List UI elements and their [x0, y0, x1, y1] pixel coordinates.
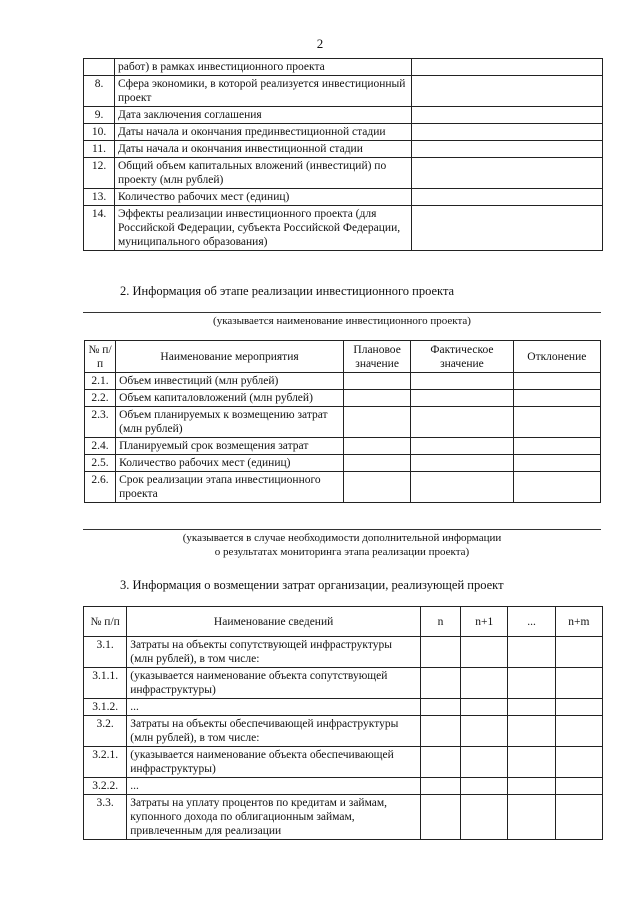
- dots-cell: [508, 795, 555, 840]
- row-number: 13.: [84, 189, 115, 206]
- deviation-cell: [513, 472, 600, 503]
- table-row: [84, 158, 603, 189]
- row-value: [412, 124, 603, 141]
- row-number: 3.1.2.: [84, 699, 127, 716]
- row-number: 2.2.: [85, 390, 116, 407]
- row-value: [412, 76, 603, 107]
- row-number: 2.6.: [85, 472, 116, 503]
- n1-cell: [461, 637, 508, 668]
- deviation-cell: [513, 455, 600, 472]
- actual-cell: [411, 407, 513, 438]
- table-row: [84, 637, 603, 668]
- project-info-table: [83, 58, 603, 251]
- table-row: [84, 716, 603, 747]
- footnote-line-1: (указывается в случае необходимости дополнительной информации: [182, 532, 502, 544]
- row-label: Планируемый срок возмещения затрат: [116, 438, 344, 455]
- row-number: 9.: [84, 107, 115, 124]
- n-cell: [420, 795, 460, 840]
- col-name-header: Наименование сведений: [127, 607, 421, 637]
- row-number: 3.1.: [84, 637, 127, 668]
- deviation-cell: [513, 390, 600, 407]
- col-deviation-header: Отклонение: [513, 341, 600, 373]
- n-cell: [420, 747, 460, 778]
- row-value: [412, 158, 603, 189]
- row-label: Объем инвестиций (млн рублей): [116, 373, 344, 390]
- row-number: 2.1.: [85, 373, 116, 390]
- project-name-note: (указывается наименование инвестиционного проекта): [213, 315, 471, 327]
- planned-cell: [343, 407, 410, 438]
- dots-cell: [508, 778, 555, 795]
- row-number: 3.2.1.: [84, 747, 127, 778]
- col-n-header: n: [420, 607, 460, 637]
- table-row: [84, 76, 603, 107]
- row-number: 2.4.: [85, 438, 116, 455]
- row-number: 8.: [84, 76, 115, 107]
- nm-cell: [555, 778, 602, 795]
- n-cell: [420, 637, 460, 668]
- row-number: 3.1.1.: [84, 668, 127, 699]
- nm-cell: [555, 716, 602, 747]
- actual-cell: [411, 390, 513, 407]
- nm-cell: [555, 747, 602, 778]
- dots-cell: [508, 668, 555, 699]
- row-label: Срок реализации этапа инвестиционного проекта: [116, 472, 344, 503]
- stage-table: [84, 340, 601, 503]
- table-row: [85, 438, 601, 455]
- planned-cell: [343, 438, 410, 455]
- footnote-line-2: о результатах мониторинга этапа реализации проекта): [214, 546, 470, 558]
- row-label: Затраты на объекты сопутствующей инфраструктуры (млн рублей), в том числе:: [127, 637, 421, 668]
- additional-info-line: [83, 529, 601, 530]
- row-label: Количество рабочих мест (единиц): [115, 189, 412, 206]
- section3-title: 3. Информация о возмещении затрат организации, реализующей проект: [120, 578, 504, 592]
- row-value: [412, 107, 603, 124]
- section2-title: 2. Информация об этапе реализации инвестиционного проекта: [120, 284, 455, 298]
- cost-reimbursement-table: [83, 606, 603, 840]
- dots-cell: [508, 637, 555, 668]
- row-number: 10.: [84, 124, 115, 141]
- table-row: [85, 472, 601, 503]
- col-name-header: Наименование мероприятия: [116, 341, 344, 373]
- n-cell: [420, 699, 460, 716]
- row-number: 2.3.: [85, 407, 116, 438]
- row-label: ...: [127, 699, 421, 716]
- row-value: [412, 206, 603, 251]
- table-row: [84, 795, 603, 840]
- row-number: 2.5.: [85, 455, 116, 472]
- row-value: [412, 189, 603, 206]
- dots-cell: [508, 747, 555, 778]
- n1-cell: [461, 668, 508, 699]
- col-actual-header: Фактическое значение: [411, 341, 513, 373]
- row-label: (указывается наименование объекта сопутствующей инфраструктуры): [127, 668, 421, 699]
- col-dots-header: ...: [508, 607, 555, 637]
- col-num-header: № п/п: [85, 341, 116, 373]
- row-value: [412, 59, 603, 76]
- n1-cell: [461, 778, 508, 795]
- table-row: [84, 59, 603, 76]
- row-label: Объем планируемых к возмещению затрат (млн рублей): [116, 407, 344, 438]
- row-label: Сфера экономики, в которой реализуется инвестиционный проект: [115, 76, 412, 107]
- project-name-line: [83, 312, 601, 313]
- n-cell: [420, 668, 460, 699]
- actual-cell: [411, 373, 513, 390]
- col-nm-header: n+m: [555, 607, 602, 637]
- dots-cell: [508, 699, 555, 716]
- row-label: Затраты на объекты обеспечивающей инфраструктуры (млн рублей), в том числе:: [127, 716, 421, 747]
- n-cell: [420, 778, 460, 795]
- table-row: [85, 373, 601, 390]
- row-label: работ) в рамках инвестиционного проекта: [115, 59, 412, 76]
- planned-cell: [343, 373, 410, 390]
- nm-cell: [555, 668, 602, 699]
- table-row: [84, 699, 603, 716]
- table-row: [84, 141, 603, 158]
- table-row: [84, 747, 603, 778]
- col-planned-header: Плановое значение: [343, 341, 410, 373]
- planned-cell: [343, 472, 410, 503]
- row-number: 11.: [84, 141, 115, 158]
- table-row: [85, 390, 601, 407]
- deviation-cell: [513, 373, 600, 390]
- page-number: 2: [316, 36, 324, 51]
- table-row: [84, 189, 603, 206]
- row-number: 3.2.2.: [84, 778, 127, 795]
- n1-cell: [461, 795, 508, 840]
- row-label: (указывается наименование объекта обеспечивающей инфраструктуры): [127, 747, 421, 778]
- row-number: 3.2.: [84, 716, 127, 747]
- deviation-cell: [513, 438, 600, 455]
- row-label: Затраты на уплату процентов по кредитам и займам, купонного дохода по облигационным займам, привлеченным для реализации: [127, 795, 421, 840]
- row-label: Объем капиталовложений (млн рублей): [116, 390, 344, 407]
- col-n1-header: n+1: [461, 607, 508, 637]
- row-label: ...: [127, 778, 421, 795]
- additional-info-note: [83, 531, 601, 559]
- row-label: Количество рабочих мест (единиц): [116, 455, 344, 472]
- planned-cell: [343, 390, 410, 407]
- nm-cell: [555, 699, 602, 716]
- row-number: 12.: [84, 158, 115, 189]
- deviation-cell: [513, 407, 600, 438]
- row-label: Эффекты реализации инвестиционного проекта (для Российской Федерации, субъекта Российской Федерации, муниципального образования): [115, 206, 412, 251]
- table-row: [84, 778, 603, 795]
- table-row: [85, 407, 601, 438]
- table-row: [85, 455, 601, 472]
- col-num-header: № п/п: [84, 607, 127, 637]
- dots-cell: [508, 716, 555, 747]
- n1-cell: [461, 747, 508, 778]
- row-number: [84, 59, 115, 76]
- row-label: Даты начала и окончания инвестиционной стадии: [115, 141, 412, 158]
- row-number: 14.: [84, 206, 115, 251]
- table-row: [84, 124, 603, 141]
- nm-cell: [555, 637, 602, 668]
- table-row: [84, 668, 603, 699]
- n1-cell: [461, 699, 508, 716]
- n-cell: [420, 716, 460, 747]
- row-value: [412, 141, 603, 158]
- row-label: Дата заключения соглашения: [115, 107, 412, 124]
- row-number: 3.3.: [84, 795, 127, 840]
- table-row: [84, 206, 603, 251]
- actual-cell: [411, 438, 513, 455]
- planned-cell: [343, 455, 410, 472]
- actual-cell: [411, 472, 513, 503]
- row-label: Общий объем капитальных вложений (инвестиций) по проекту (млн рублей): [115, 158, 412, 189]
- row-label: Даты начала и окончания прединвестиционной стадии: [115, 124, 412, 141]
- nm-cell: [555, 795, 602, 840]
- n1-cell: [461, 716, 508, 747]
- actual-cell: [411, 455, 513, 472]
- table-row: [84, 107, 603, 124]
